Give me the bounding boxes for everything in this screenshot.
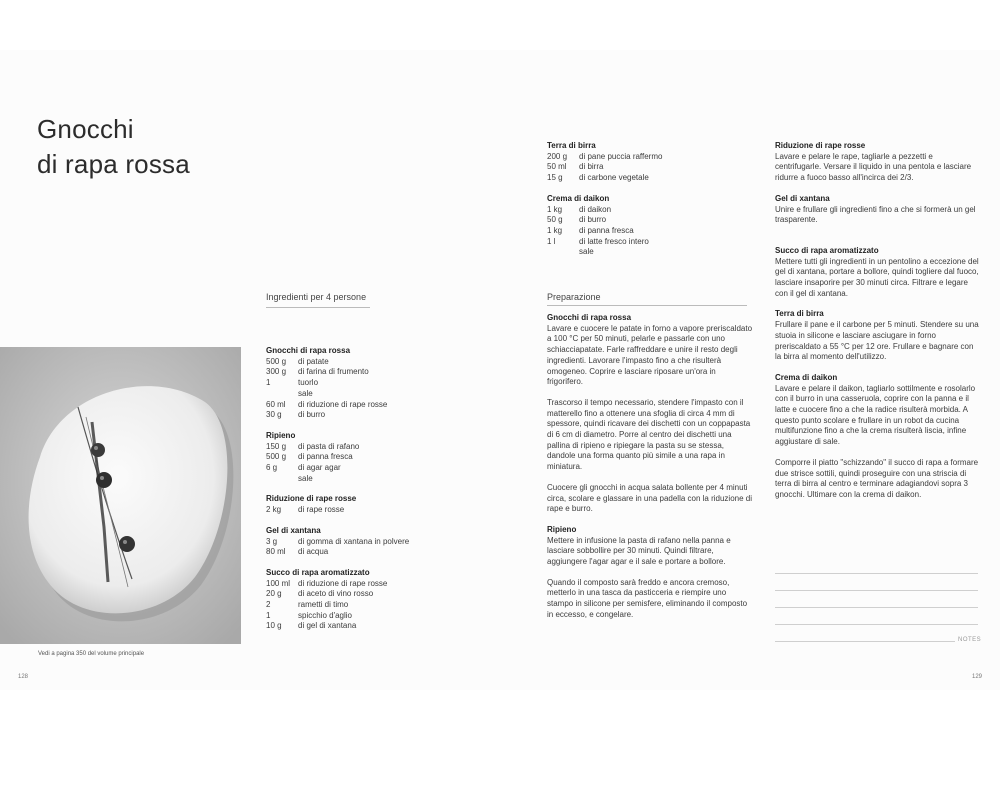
- ingredient-group-title: Succo di rapa aromatizzato: [266, 567, 370, 577]
- ingredient-quantity: 300 g: [266, 367, 287, 377]
- preparation-paragraph: Mettere in infusione la pasta di rafano nella panna e lasciare sobbollire per 30 minuti. Quindi filtrare, aggiungere l'agar agar e il sale e portare a bollore.: [547, 535, 731, 567]
- ingredient-group-title: Gel di xantana: [266, 525, 321, 535]
- ingredient-name: di pasta di rafano: [298, 441, 360, 451]
- preparation-paragraph: Lavare e cuocere le patate in forno a vapore preriscaldato a 100 °C per 50 minuti, pelarle e passarle con uno schiacciapatate. Farle raffreddare e unire il resto degli ingredienti. Lavorare l'impasto fino a che risulterà omogeneo. Coprire e lasciare riposare un'ora in frigorifero.: [547, 323, 753, 387]
- ingredient-group: [547, 141, 727, 184]
- ingredient-name: rametti di timo: [298, 600, 349, 610]
- ingredient-row: [266, 442, 436, 453]
- ingredient-row: [266, 600, 436, 611]
- ingredients-list-continued: [547, 141, 727, 258]
- preparation-steps-continued: [775, 141, 980, 501]
- preparation-section: [547, 525, 752, 621]
- ingredient-row: [547, 173, 727, 184]
- preparation-paragraph: Quando il composto sarà freddo e ancora cremoso, metterlo in una tasca da pasticceria e riempire uno stampo in silicone per semisfere, eliminando il composto in eccesso, e congelare.: [547, 577, 748, 619]
- dish-photo: [0, 347, 241, 644]
- ingredient-name: sale: [298, 473, 313, 483]
- ingredient-name: sale: [298, 388, 313, 398]
- ingredient-row: [266, 621, 436, 632]
- preparation-section-title: Riduzione di rape rosse: [775, 141, 866, 150]
- ingredient-quantity: 50 g: [547, 215, 563, 225]
- preparation-section-title: Ripieno: [547, 524, 577, 534]
- ingredient-name: di burro: [298, 410, 326, 420]
- ingredient-row: [266, 463, 436, 474]
- ingredients-list: [266, 346, 436, 632]
- ingredient-group: [547, 194, 727, 258]
- photo-caption: Vedi a pagina 350 del volume principale: [38, 651, 145, 657]
- ingredient-quantity: 1 kg: [547, 204, 563, 214]
- notes-line: [775, 573, 978, 574]
- ingredient-row: [266, 505, 436, 516]
- ingredient-row: [266, 389, 436, 400]
- ingredient-row: [547, 162, 727, 173]
- ingredient-name: di riduzione di rape rosse: [298, 578, 388, 588]
- notes-line: [775, 590, 978, 591]
- preparation-section-title: Terra di birra: [775, 309, 824, 319]
- ingredients-underline: [266, 307, 370, 308]
- ingredient-row: [266, 357, 436, 368]
- preparation-paragraph: Comporre il piatto "schizzando" il succo di rapa a formare due strisce sottili, quindi proseguire con una striscia di terra di birra al centro e terminare adagiandovi sopra 3 gnocchi. Ultimare con la crema di daikon.: [775, 457, 979, 499]
- ingredient-row: [266, 378, 436, 389]
- notes-label: NOTES: [958, 637, 982, 643]
- ingredient-quantity: 50 ml: [547, 162, 567, 172]
- preparation-section: [775, 246, 980, 300]
- ingredient-name: di latte fresco intero: [579, 236, 649, 246]
- ingredient-quantity: 80 ml: [266, 547, 286, 557]
- ingredient-group: [266, 526, 436, 558]
- ingredient-name: di gel di xantana: [298, 621, 357, 631]
- ingredient-quantity: 60 ml: [266, 399, 286, 409]
- ingredient-row: [266, 410, 436, 421]
- ingredient-name: di farina di frumento: [298, 367, 369, 377]
- ingredient-name: di pane puccia raffermo: [579, 151, 663, 161]
- ingredient-row: [266, 537, 436, 548]
- ingredient-name: di carbone vegetale: [579, 173, 649, 183]
- ingredient-group-title: Riduzione di rape rosse: [266, 494, 357, 504]
- ingredient-group-title: Gnocchi di rapa rossa: [266, 346, 351, 355]
- ingredient-name: tuorlo: [298, 378, 319, 388]
- ingredient-quantity: 150 g: [266, 441, 287, 451]
- ingredient-row: [547, 237, 727, 248]
- ingredient-quantity: 1 l: [547, 236, 556, 246]
- preparation-section: [547, 313, 752, 515]
- notes-line: [775, 624, 978, 625]
- ingredient-name: di birra: [579, 162, 604, 172]
- ingredient-row: [547, 247, 727, 258]
- ingredient-quantity: [266, 389, 298, 400]
- ingredients-heading: Ingredienti per 4 persone: [266, 292, 367, 302]
- ingredient-row: [266, 400, 436, 411]
- ingredient-quantity: 20 g: [266, 589, 282, 599]
- notes-line: [775, 641, 955, 642]
- ingredient-quantity: 30 g: [266, 410, 282, 420]
- preparation-section-title: Gel di xantana: [775, 193, 830, 203]
- ingredient-row: [547, 215, 727, 226]
- preparation-paragraph: Trascorso il tempo necessario, stendere l'impasto con il matterello fino a ottenere una sfoglia di circa 4 mm di spessore, quindi ricavare dei dischetti con un coppapasta di 6 cm di diametro. Porre al centro dei dischetti una pallina di ripieno e ripiegare la pasta su se stessa, dandole una forma quanto più simile a una rapa in miniatura.: [547, 397, 751, 472]
- preparation-paragraph: Cuocere gli gnocchi in acqua salata bollente per 4 minuti circa, scolare e glassare in una padella con la riduzione di rape e burro.: [547, 482, 753, 514]
- ingredient-row: [547, 205, 727, 216]
- preparation-paragraph: Unire e frullare gli ingredienti fino a che si formerà un gel trasparente.: [775, 204, 976, 225]
- ingredient-group-title: Crema di daikon: [547, 193, 610, 203]
- ingredient-group: [266, 431, 436, 485]
- ingredient-row: [266, 579, 436, 590]
- ingredient-quantity: 3 g: [266, 536, 278, 546]
- page-number-left: 128: [18, 674, 29, 680]
- ingredient-row: [266, 547, 436, 558]
- ingredient-row: [266, 367, 436, 378]
- ingredient-row: [266, 611, 436, 622]
- preparation-paragraph: Lavare e pelare il daikon, tagliarlo sottilmente e rosolarlo con il burro in una casseruola, coprire con la panna e il latte e cuocere fino a che la radice risulterà morbida. A questo punto scolare e frullare in un robot da cucina multifunzione fino a che la crema risulterà liscia, infine aggiustare di sale.: [775, 383, 976, 447]
- ingredient-quantity: 6 g: [266, 463, 278, 473]
- ingredient-name: di aceto di vino rosso: [298, 589, 374, 599]
- ingredient-row: [547, 152, 727, 163]
- ingredient-quantity: 2: [266, 600, 271, 610]
- ingredient-name: sale: [579, 247, 594, 257]
- preparation-steps: [547, 313, 752, 621]
- ingredient-row: [266, 474, 436, 485]
- ingredient-quantity: 200 g: [547, 151, 568, 161]
- ingredient-quantity: [266, 474, 298, 485]
- ingredient-row: [547, 226, 727, 237]
- ingredient-name: di rape rosse: [298, 505, 345, 515]
- preparation-paragraph: Frullare il pane e il carbone per 5 minuti. Stendere su una stuoia in silicone e lasciare asciugare in forno preriscaldato a 55 °C per 12 ore. Frullare e bagnare con la birra al momento dell'utilizzo.: [775, 320, 979, 362]
- preparation-section: [775, 194, 980, 226]
- ingredient-quantity: 500 g: [266, 452, 287, 462]
- ingredient-name: di agar agar: [298, 463, 341, 473]
- preparation-paragraph: Mettere tutti gli ingredienti in un pentolino a eccezione del gel di xantana, portare a bollore, quindi togliere dal fuoco, lasciare insaporire per 30 minuti circa. Filtrare e legare con il gel di xantana.: [775, 256, 979, 298]
- ingredient-group: [266, 346, 436, 421]
- preparation-paragraph: Lavare e pelare le rape, tagliarle a pezzetti e centrifugarle. Versare il liquido in una pentola e lasciare ridurre a fuoco basso all'incirca dei 2/3.: [775, 151, 972, 183]
- ingredient-name: di gomma di xantana in polvere: [298, 536, 410, 546]
- ingredient-quantity: 1: [266, 378, 271, 388]
- title-line-1: Gnocchi: [37, 114, 134, 144]
- ingredient-row: [266, 589, 436, 600]
- ingredient-row: [266, 452, 436, 463]
- ingredient-name: spicchio d'aglio: [298, 610, 353, 620]
- ingredient-name: di riduzione di rape rosse: [298, 399, 388, 409]
- preparation-heading: Preparazione: [547, 292, 601, 302]
- preparation-underline: [547, 305, 747, 306]
- ingredient-group-title: Terra di birra: [547, 141, 596, 150]
- ingredient-name: di acqua: [298, 547, 329, 557]
- ingredient-quantity: 1 kg: [547, 225, 563, 235]
- ingredient-name: di patate: [298, 356, 329, 366]
- ingredient-quantity: 500 g: [266, 356, 287, 366]
- notes-line: [775, 607, 978, 608]
- preparation-section-title: Gnocchi di rapa rossa: [547, 313, 632, 322]
- ingredient-group: [266, 494, 436, 515]
- ingredient-quantity: 1: [266, 610, 271, 620]
- ingredient-name: di panna fresca: [298, 452, 353, 462]
- ingredient-quantity: 10 g: [266, 621, 282, 631]
- ingredient-quantity: 15 g: [547, 173, 563, 183]
- preparation-section: [775, 309, 980, 363]
- ingredient-name: di panna fresca: [579, 225, 634, 235]
- preparation-section-title: Succo di rapa aromatizzato: [775, 245, 879, 255]
- title-line-2: di rapa rossa: [37, 149, 190, 179]
- preparation-section: [775, 141, 980, 184]
- ingredient-quantity: 100 ml: [266, 578, 291, 588]
- ingredient-group-title: Ripieno: [266, 430, 296, 440]
- ingredient-name: di burro: [579, 215, 607, 225]
- recipe-title: [37, 112, 190, 182]
- page-number-right: 129: [972, 674, 983, 680]
- ingredient-quantity: [547, 247, 579, 258]
- ingredient-quantity: 2 kg: [266, 505, 282, 515]
- ingredient-group: [266, 568, 436, 632]
- ingredient-name: di daikon: [579, 204, 612, 214]
- preparation-section: [775, 373, 980, 501]
- preparation-section-title: Crema di daikon: [775, 372, 838, 382]
